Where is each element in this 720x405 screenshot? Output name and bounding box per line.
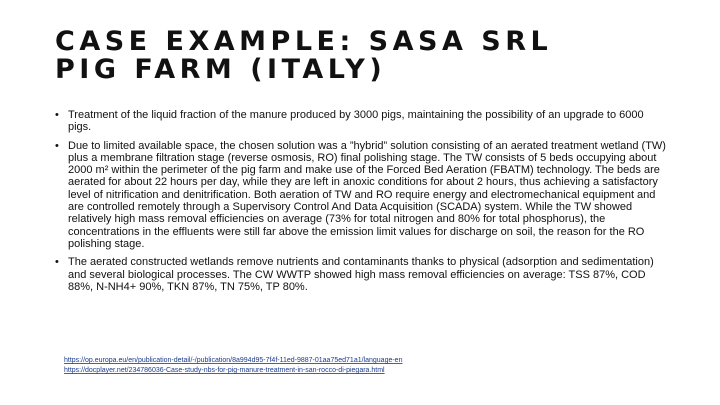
bullet-item-capacity (55, 109, 667, 134)
bullet-text-capacity: Treatment of the liquid fraction of the manure produced by 3000 pigs, maintaining the possibility of an upgrade to 6000 pigs. (68, 109, 644, 134)
bullet-item-removal-efficiency (55, 256, 667, 293)
slide-title-line-1: CASE EXAMPLE: SASA SRL (55, 26, 553, 57)
bullet-dot-icon: • (55, 256, 59, 269)
bullet-text-removal-efficiency: The aerated constructed wetlands remove nutrients and contaminants thanks to physical (adsorption and sedimentation) and several biological processes. The CW WWTP showed high mass removal efficiencies on average: TSS 87%, COD 88%, N-NH4+ 90%, TKN 87%, TN 75%, TP 80%. (68, 256, 654, 293)
bullet-list (55, 109, 667, 299)
bullet-dot-icon: • (55, 109, 59, 121)
source-link-europa[interactable]: https://op.europa.eu/en/publication-detail/-/publication/8a994d95-7f4f-11ed-9887-01aa75ed71a1/language-en (64, 357, 403, 364)
bullet-text-hybrid-solution: Due to limited available space, the chosen solution was a ”hybrid” solution consisting of an aerated treatment wetland (TW) plus a membrane filtration stage (reverse osmosis, RO) final polishing stage. The TW consists of 5 beds occupying about 2000 m² within the perimeter of the pig farm and make use of the Forced Bed Aeration (FBATM) technology. The beds are aerated for about 22 hours per day, while they are left in anoxic conditions for about 2 hours, thus achieving a satisfactory level of nitrification and denitrification. Both aeration of TW and RO require energy and electromechanical equipment and are controlled remotely through a Supervisory Control And Data Acquisition (SCADA) system. While the TW showed relatively high mass removal efficiencies on average (73% for total nitrogen and 80% for total phosphorus), the concentrations in the effluents were still far above the emission limit values for discharge on soil, the reason for the RO polishing stage. (68, 139, 666, 250)
slide-title-line-2: PIG FARM (ITALY) (55, 54, 387, 85)
source-links (64, 356, 402, 376)
bullet-item-hybrid-solution (55, 140, 667, 251)
bullet-dot-icon: • (55, 139, 59, 152)
slide-title (55, 28, 675, 84)
source-link-docplayer[interactable]: https://docplayer.net/234786036-Case-study-nbs-for-pig-manure-treatment-in-san-rocco-di-piegara.html (64, 367, 385, 374)
